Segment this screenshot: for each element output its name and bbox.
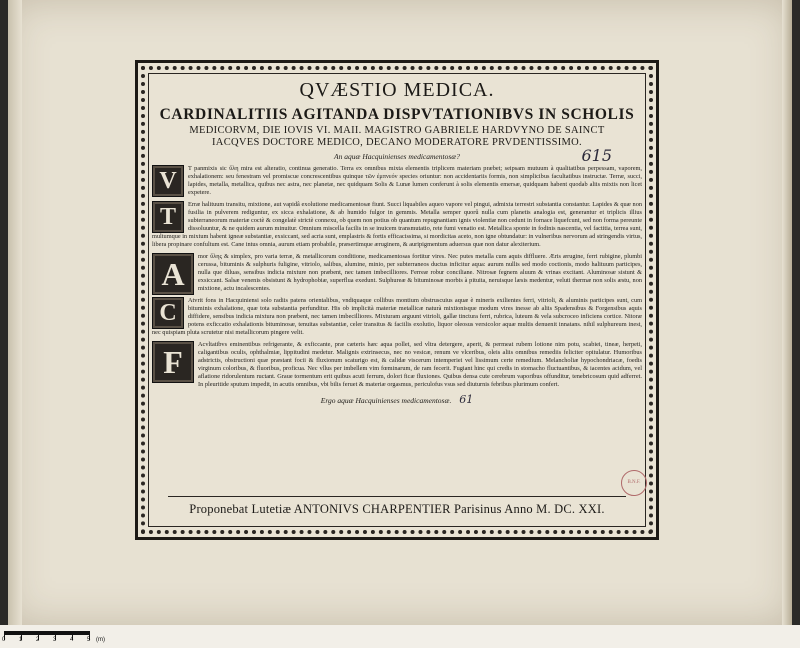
paragraph-text: mor ὕλης & simplex, pro varia terræ, & metallicorum conditione, medicamentosas fortitur vires. Nec putes metalla cum aquis diffluere. Æris ærugine, ferri rubigine, plumbi cerussa, bituminis & sulphuris fuligine, vitriolo, salibus, alumine, minio, per subterraneos ductus inficitur aqua: aurum nullis sed modo coctionis, modo halituum participes, nulla que diluas, sensibus indicia mixture non præbent, nec tamen imbecilliores. Ferreæ robur conciliane. Nitrosæ fegnem aluum & vrinas excitant. Aluminosæ sistunt & exsiccant. Salsæ venenis obsistunt & hydrophobiæ, superflua exedunt. Sulphureæ & bituminosæ morbis à pituita, neruisque læsis medentur, veluti thermæ non solis æstu, non mixtione, actu incalescentes.	[198, 253, 642, 292]
ruler-label: 2	[36, 637, 40, 643]
ruler-label: 5	[87, 637, 91, 643]
decorated-initial: C	[152, 297, 184, 329]
decorated-initial: F	[152, 341, 194, 383]
ruler-label: 3	[53, 637, 57, 643]
scanned-page	[8, 0, 792, 625]
stamp-text: B.N.F.	[627, 480, 641, 485]
title-quaestio-medica: QVÆSTIO MEDICA.	[299, 79, 495, 101]
document-body	[152, 77, 642, 523]
title-cardinalitiis: CARDINALITIIS AGITANDA DISPVTATIONIBVS IN SCHOLIS	[159, 106, 635, 123]
conclusion-text: Ergo aquæ Hacquinienses medicamentosæ.	[320, 396, 452, 405]
handwritten-conclusion-number: 61	[459, 393, 474, 406]
library-stamp-icon	[621, 470, 647, 496]
handwritten-number: 615	[581, 146, 612, 165]
quaestio-text: An aquæ Hacquinienses medicamentosæ?	[333, 152, 461, 161]
ruler-bar	[4, 631, 90, 635]
paragraph-text: Atvrit fons in Hacquiniensi solo radiis patens orientalibus, vndiquaque collibus montium obstruscuius aquæ è mineris exilientes ferri, vitrioli, & aluminis participes sunt, cum bituminis exhalatione, quæ tota substantia perfunditur. His ob implicità materiæ metallicæ naturà mixtionisque modum vires inesse ab aliis Spadensibus & Forgensibus aquis diffidere, sensibus indicia mixtura non præbent, nec tamen imbecilliores. Mixturam arguunt vitrioli, gallæ tinctura ferri, rubrica, luteum & vela subcroceo inficiens cortice. Nitoræ potens exficcatio exhalationis bituminosæ, tenuitas substantiæ, celer transitus & faciilis exolutio, liquor oleosus versicolor aquæ multis denuenit innatans. nihil sulphureum inest, nec quispiam pluta scrutetur nisi metallicorum pingere velit.	[152, 297, 642, 336]
paragraph-text: Erræ halituum transitu, mixtione, aut vapidâ exolutione medicamentosæ fiunt. Succi liquabiles aqueo vapore vel pingui, admixta terrestri substantia constantur. Lapides & quæ non fusilia in pulverem rediguntur, ex sicca exhalatione, & ab humido fulgor in gemmis. Metalla semper quorû nulla cum planetis analogia est, generantur et triplicis illius subterraneorum materiæ coctè & congelatè strictè connexu, ob quem non potius ob quantum repugnantiam ignis violentiæ non cedunt in fornace liquefcunt, sed non forma pereunte dissoluuntur, & ne quidem aurum minuitur. Omnium miscella facilis in se inuicem transmutatio, rete fumi venatio est. Metallica sponte in fodinis nascentia, vel factitia, terrea sunt, multumque in mixtum habent igneæ substantiæ, exsiccant, sed acria sunt, emplastris & fortis efficacissima, si mordicitas aceto, non igne obtundatur: in vulneribus nervorum ad stringendis virtus, libera propinare confultum est. Cane intus omnia, aurum etiam probabile, præsertimque æruginem, & auripigmentum aduersus quæ non datur alexiterium.	[152, 201, 642, 248]
decorative-border-frame	[135, 60, 659, 540]
paragraph-2	[152, 201, 642, 249]
ruler-label: 1	[19, 637, 23, 643]
decorated-initial: T	[152, 201, 184, 233]
quaestio-line	[152, 146, 642, 165]
conclusion-line	[152, 393, 642, 406]
decorated-initial: A	[152, 253, 194, 295]
decorated-initial: V	[152, 165, 184, 197]
page-fold-shadow	[8, 0, 22, 625]
paragraph-5	[152, 341, 642, 389]
page-edge-shadow	[782, 0, 792, 625]
paragraph-text: Acvltatibvs eminentibus refrigerante, & exficcante, præ cæteris hæc aqua pollet, sed vltra detergere, aperit, & permeat rubem lotione nim potu, scabiei, tineæ, herpeti, caligantibus oculis, ophthalmiæ, lippitudini medetur. Malignis extrinsecus, nec no vesicæ, renum ve vlceribus, oleis aliis omnibus remediis feliciter opitulatur. Humoribus adstrictis, obstructioni quæ præstant focii & fluxionum scaturigo est, & calidæ viscerum intemperiei vel lissimum certe remedium. Melancholiæ hypochondriacæ, foedis virginum coloribus, & fluoribus, proficua. Nec vllus per imbellem vim fœminarum, de ram fecerit. Fugiant hinc qui credis in stomacho fluctuantibus, & iacentes acidum, vel aflatione ridorulentum ructant. Graue tormentum erit quibus acuti ferrum, dolori ficæ fluxiones. Quibus densa cute cerebrum vaporibus offunditur, tenebricosum quid adferret. In pleuritide sputum impedit, in acutis omnibus, vbi bilis feruet & materiæ orgasmus, periculofus vsus sed diuturnis febribus plurimum confert.	[198, 341, 642, 388]
ruler-label: 0	[2, 637, 6, 643]
scale-ruler	[0, 625, 800, 648]
title-iacques: IACQVES DOCTORE MEDICO, DECANO MODERATORE PRVDENTISSIMO.	[212, 137, 582, 148]
ruler-label: 4	[70, 637, 74, 643]
paragraph-4	[152, 297, 642, 337]
ruler-unit: (m)	[96, 637, 105, 643]
paragraph-text: T panmixis sic ὕλη mira est alteratio, continua generatio. Terra ex omnibus mixta elementis triplicem materiam præbet; seipsam mutuum à qualitatibus perpessam, vaporem, exhalationem: seu fenestram vel promiscue concrescentibus quinque τῶν ἐμπνεόν species oriuntur: non accidentariis formis, non simplicibus facultatibus instructæ. Terræ, succi, lapides, metalla, metallica, quibus nec astra, nec planetæ, nec quidquam Solis & Lunæ lumen conferunt à solis elementis emersæ, quidquam habent quodab aliis mixtis non licet expetere.	[188, 165, 642, 196]
paragraph-1	[152, 165, 642, 197]
paragraph-3	[152, 253, 642, 293]
footer-imprint: Proponebat Lutetiæ ANTONIVS CHARPENTIER Parisinus Anno M. DC. XXI.	[168, 496, 626, 517]
title-medicorum: MEDICORVM, DIE IOVIS VI. MAII. MAGISTRO GABRIELE HARDVYNO DE SAINCT	[189, 125, 605, 136]
